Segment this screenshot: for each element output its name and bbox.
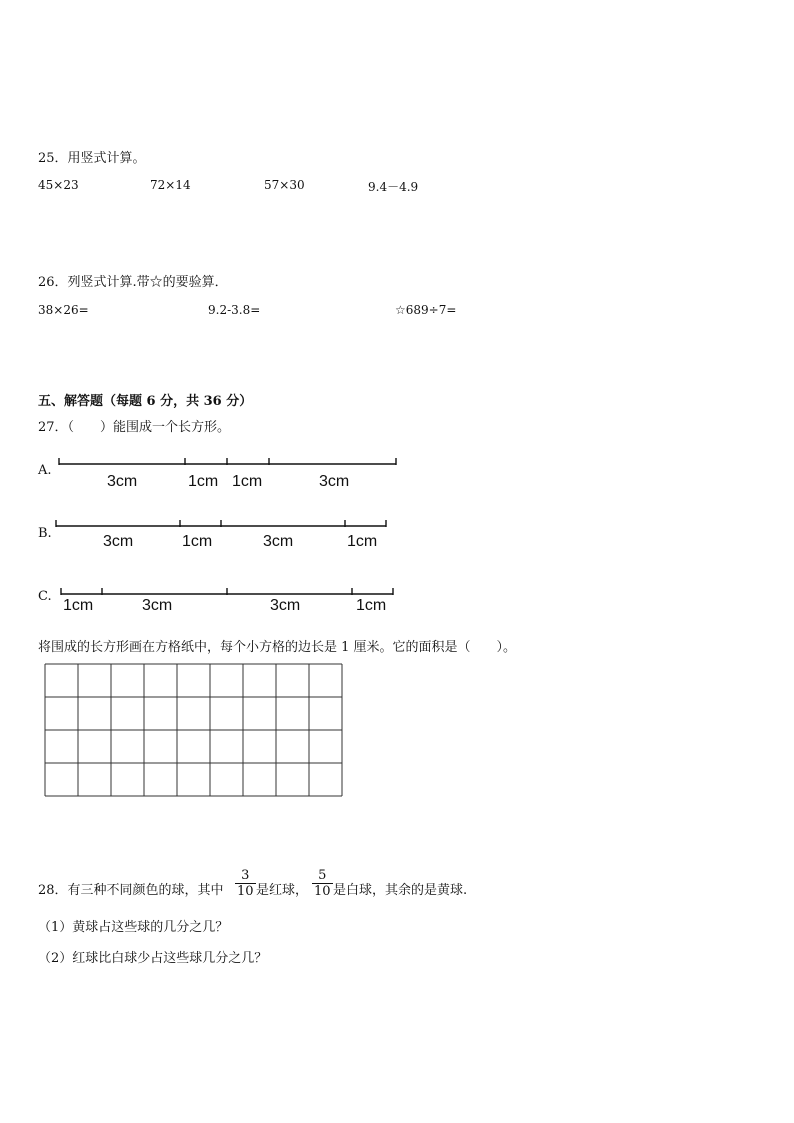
q25-expr-3: 57×30 [264,178,305,192]
fraction-red-numerator: 3 [241,868,250,883]
q25-title: 25．用竖式计算。 [38,151,146,166]
option-c-seg-2: 3cm [142,597,173,614]
q26-title: 26．列竖式计算.带☆的要验算． [38,275,228,290]
option-c-seg-1: 1cm [63,597,94,614]
option-c-seg-4: 1cm [356,597,387,614]
option-a-seg-2: 1cm [188,473,219,490]
option-c-segment-line [0,583,400,599]
q26-expr-1: 38×26= [38,303,89,317]
option-b-label: B. [38,526,52,541]
fraction-white-denominator: 10 [314,884,331,899]
option-a-seg-4: 3cm [319,473,350,490]
option-b-seg-1: 3cm [103,533,134,550]
fraction-red [235,868,256,899]
q27-title: 27．（ ）能围成一个长方形。 [38,420,231,435]
fraction-white [312,868,333,899]
q25-expr-1: 45×23 [38,178,79,192]
fraction-white-numerator: 5 [318,868,327,883]
q25-expr-4: 9.4－4.9 [368,180,419,194]
q28-sub-2: （2）红球比白球少占这些球几分之几？ [38,951,268,966]
q26-expr-3: ☆689÷7= [395,303,457,317]
q28-prefix: 28．有三种不同颜色的球，其中 [38,883,224,898]
section-5-heading: 五、解答题（每题 6 分，共 36 分） [38,394,253,409]
q26-expr-2: 9.2-3.8= [208,303,261,317]
option-c-label: C. [38,589,52,604]
q27-instruction: 将围成的长方形画在方格纸中，每个小方格的边长是 1 厘米。它的面积是（ ）。 [38,640,517,655]
q25-expr-2: 72×14 [150,178,191,192]
option-a-segment-line [0,452,400,468]
q28-red-text: 是红球， [256,883,309,898]
option-b-seg-4: 1cm [347,533,378,550]
fraction-red-denominator: 10 [237,884,254,899]
option-b-segment-line [0,514,400,530]
option-a-seg-3: 1cm [232,473,263,490]
option-a-label: A. [38,463,52,478]
option-b-seg-2: 1cm [182,533,213,550]
option-c-seg-3: 3cm [270,597,301,614]
grid-paper [44,663,344,799]
q28-sub-1: （1）黄球占这些球的几分之几？ [38,920,229,935]
q28-white-text: 是白球，其余的是黄球. [333,883,468,898]
option-b-seg-3: 3cm [263,533,294,550]
option-a-seg-1: 3cm [107,473,138,490]
